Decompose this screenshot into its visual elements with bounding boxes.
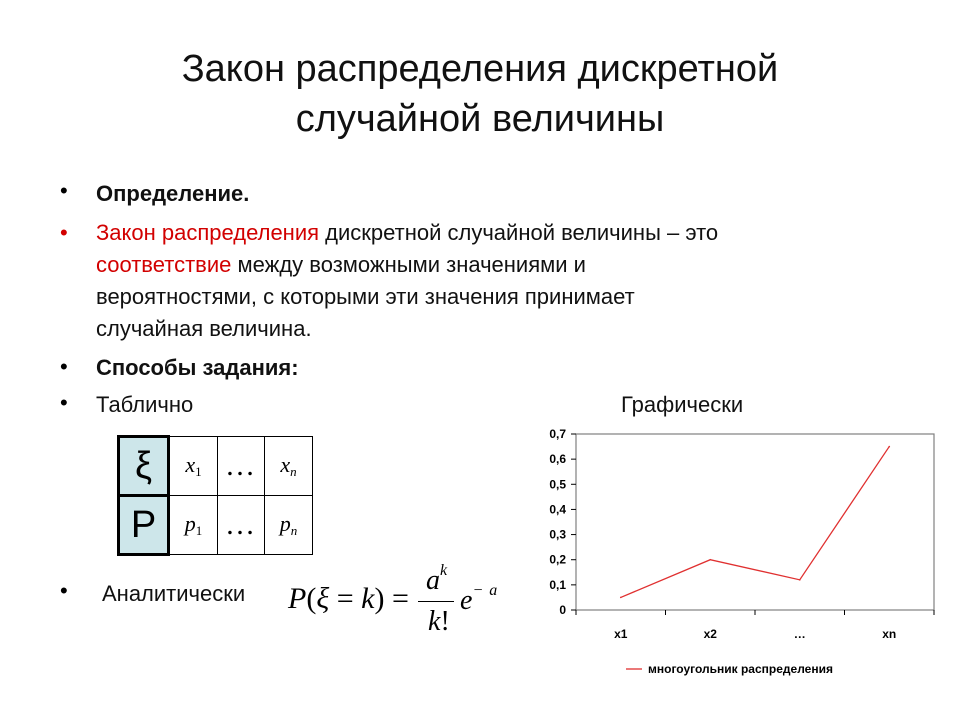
table-row (119, 496, 313, 555)
definition-line-1 (96, 217, 718, 249)
x-symbol: x (185, 452, 196, 477)
data-point (799, 579, 801, 581)
formula-numerator (426, 562, 447, 597)
formula-exponent-k: k (440, 562, 448, 579)
formula-equals: = (384, 582, 409, 615)
definition-line-2 (96, 249, 718, 281)
method-graphical-label: Графически (621, 392, 744, 417)
formula-k: k (361, 582, 375, 615)
definition-term: Закон распределения (96, 220, 320, 245)
x-tick-label: x2 (703, 627, 717, 641)
x-symbol: x (280, 452, 291, 477)
y-tick-label: 0,2 (549, 552, 566, 567)
bullet-icon: • (60, 354, 68, 379)
table-cell-x1 (169, 437, 218, 496)
formula-paren: ( (306, 582, 317, 615)
definition-line-1-rest: дискретной случайной величины – это (319, 220, 719, 245)
method-analytical-label: Аналитически (102, 581, 246, 606)
formula-e: e (460, 585, 473, 616)
definition-text (96, 217, 718, 345)
data-point (620, 597, 622, 599)
method-tabular-label: Таблично (96, 392, 194, 417)
y-tick-label: 0 (559, 603, 566, 617)
title-line-2: случайной величины (295, 98, 665, 140)
formula-xi: ξ (316, 582, 330, 615)
p-subscript: n (290, 523, 298, 538)
distribution-polygon-chart (520, 420, 940, 690)
formula-p: P (288, 582, 307, 615)
title-line-1: Закон распределения дискретной (181, 48, 779, 90)
bullet-icon: • (60, 220, 68, 245)
table-cell-p-dots: … (218, 496, 265, 555)
p-symbol: p (279, 511, 291, 536)
bullet-icon: • (60, 390, 68, 415)
formula-equals: = (329, 582, 362, 615)
p-subscript: 1 (195, 523, 203, 538)
data-point (888, 446, 890, 448)
definition-key-word: соответствие (96, 252, 232, 277)
definition-line-2-rest: между возможными значениями и (231, 252, 586, 277)
table-header-xi: ξ (119, 437, 169, 496)
y-tick-label: 0,4 (549, 502, 566, 517)
formula-denominator (428, 606, 450, 638)
definition-line-4: случайная величина. (96, 316, 312, 341)
bullet-icon: • (60, 578, 68, 603)
y-tick-label: 0,6 (549, 452, 566, 467)
y-tick-label: 0,3 (549, 527, 566, 542)
formula-lhs (288, 582, 409, 616)
formula-a: a (426, 565, 440, 596)
formula-paren: ) (374, 582, 385, 615)
y-tick-label: 0,1 (549, 577, 566, 592)
formula-exponent-minus-a: − a (472, 582, 499, 599)
data-point (709, 559, 711, 561)
y-tick-label: 0,7 (549, 427, 566, 441)
methods-heading: Способы задания: (96, 355, 299, 380)
table-cell-xn (265, 437, 313, 496)
bullet-icon: • (60, 178, 68, 203)
x-tick-label: … (793, 627, 806, 641)
x-subscript: n (290, 464, 297, 479)
table-cell-pn (265, 496, 313, 555)
formula-factorial: ! (440, 606, 450, 637)
slide-title (0, 44, 960, 144)
fraction-bar (418, 601, 454, 602)
definition-heading: Определение. (96, 181, 250, 206)
distribution-table (117, 435, 313, 556)
legend-label: многоугольник распределения (648, 662, 833, 676)
formula-exponential (460, 582, 498, 617)
table-cell-x-dots: … (218, 437, 265, 496)
table-row (119, 437, 313, 496)
x-tick-label: x1 (614, 627, 628, 641)
x-tick-label: xn (882, 627, 897, 641)
poisson-formula (288, 560, 503, 640)
table-cell-p1 (169, 496, 218, 555)
formula-k: k (428, 606, 441, 637)
y-tick-label: 0,5 (549, 477, 566, 492)
x-subscript: 1 (195, 464, 202, 479)
table-header-p: P (119, 496, 169, 555)
definition-line-3: вероятностями, с которыми эти значения принимает (96, 284, 635, 309)
p-symbol: p (184, 511, 196, 536)
